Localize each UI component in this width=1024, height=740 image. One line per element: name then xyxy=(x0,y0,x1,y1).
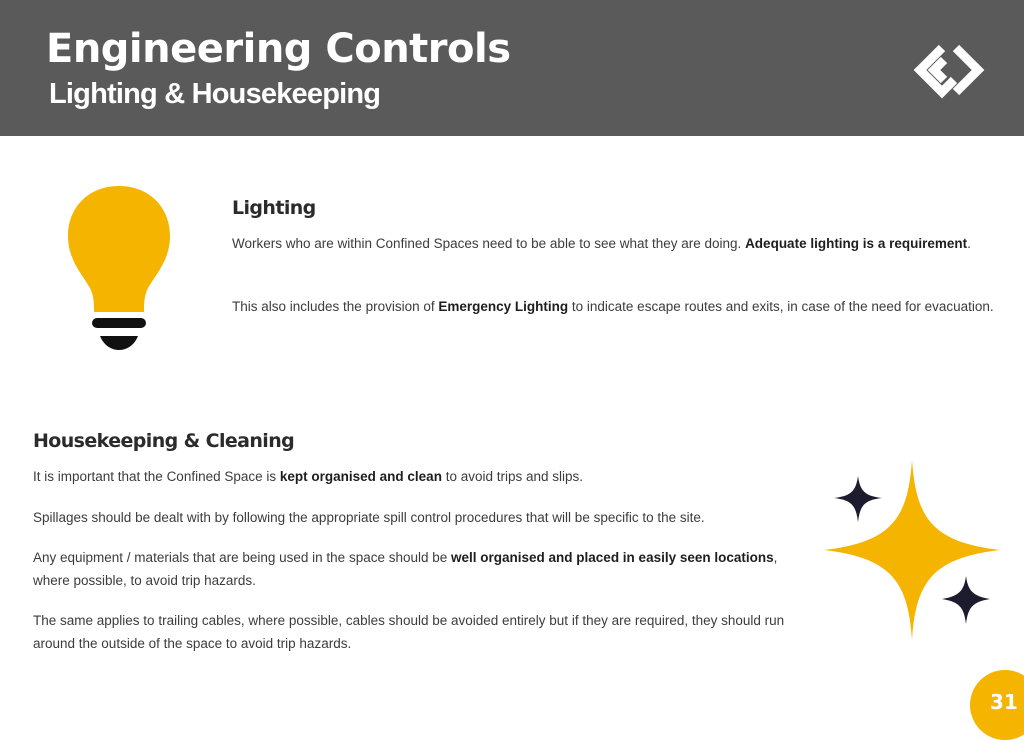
lighting-paragraph-1 xyxy=(232,232,972,255)
lighting-p2-bold: Emergency Lighting xyxy=(438,299,569,314)
page-header xyxy=(0,0,1024,136)
housekeeping-p4-text: The same applies to trailing cables, where possible, cables should be avoided entirely but if they are required, they should run around the outside of the space to avoid trip hazards. xyxy=(33,613,785,651)
housekeeping-paragraph-2 xyxy=(33,506,813,529)
lighting-heading: Lighting xyxy=(232,197,316,219)
lighting-p1-text: Workers who are within Confined Spaces need to be able to see what they are doing. xyxy=(232,236,746,251)
housekeeping-p1-end: to avoid trips and slips. xyxy=(441,469,584,484)
light-bulb-icon xyxy=(62,182,176,354)
housekeeping-paragraph-4 xyxy=(33,609,808,655)
lighting-p1-bold: Adequate lighting is a requirement xyxy=(745,236,968,251)
housekeeping-paragraph-3 xyxy=(33,546,803,592)
housekeeping-paragraph-1 xyxy=(33,465,803,488)
lighting-p2-text: This also includes the provision of xyxy=(232,299,439,314)
housekeeping-p3-text: Any equipment / materials that are being used in the space should be xyxy=(33,550,452,565)
page-title: Engineering Controls xyxy=(46,26,511,72)
diamond-logo-icon xyxy=(908,40,990,100)
housekeeping-p3-bold: well organised and placed in easily seen locations xyxy=(451,550,774,565)
lighting-p2-end: to indicate escape routes and exits, in case of the need for evacuation. xyxy=(568,299,994,314)
sparkles-icon xyxy=(822,458,1004,642)
lighting-p1-end: . xyxy=(967,236,971,251)
page-subtitle: Lighting & Housekeeping xyxy=(49,78,381,110)
housekeeping-heading: Housekeeping & Cleaning xyxy=(33,430,295,452)
page-number: 31 xyxy=(990,690,1018,714)
housekeeping-p1-text: It is important that the Confined Space is xyxy=(33,469,280,484)
housekeeping-p2-text: Spillages should be dealt with by following the appropriate spill control procedures that will be specific to the site. xyxy=(33,510,705,525)
housekeeping-p3-end: , where possible, to avoid trip hazards. xyxy=(33,550,778,588)
page-number-badge xyxy=(970,670,1024,740)
lighting-paragraph-2 xyxy=(232,295,1002,318)
housekeeping-p1-bold: kept organised and clean xyxy=(279,469,442,484)
